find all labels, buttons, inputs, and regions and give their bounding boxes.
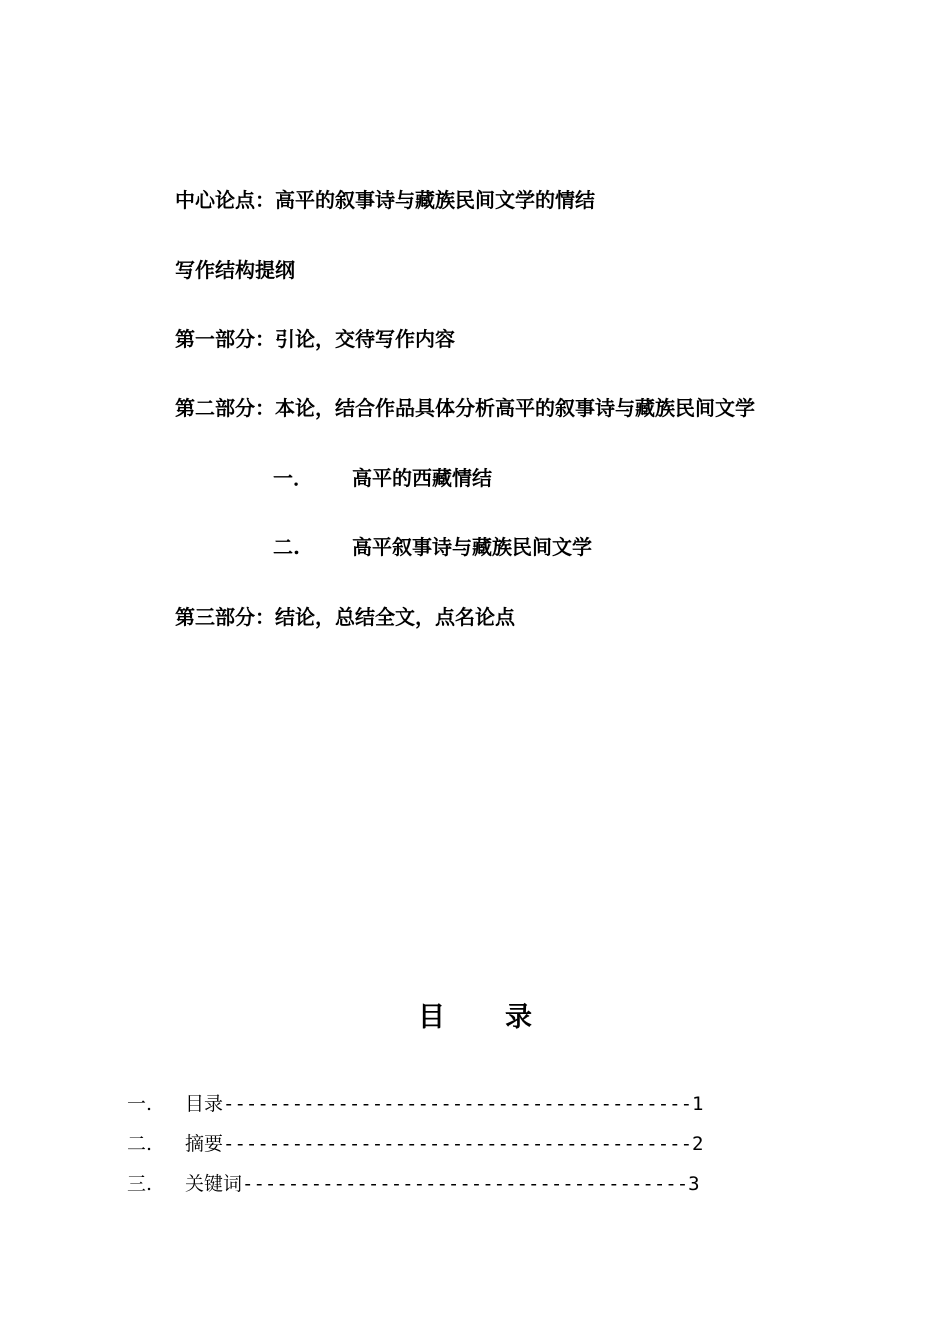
- toc-item-leader: ---------------------------------------: [242, 1173, 689, 1195]
- toc-item-page: 1: [692, 1093, 704, 1115]
- toc-item-label: 摘要: [185, 1133, 224, 1155]
- toc-item: [127, 1131, 703, 1157]
- sub-item-two-number: 二.: [273, 535, 300, 559]
- toc-item-number: 一.: [127, 1093, 153, 1115]
- toc-item-number: 三.: [127, 1173, 153, 1195]
- sub-item-two-text: 高平叙事诗与藏族民间文学: [352, 535, 592, 559]
- part-three-line: 第三部分：结论，总结全文，点名论点: [175, 605, 515, 629]
- toc-item-leader: -----------------------------------------: [223, 1093, 693, 1115]
- toc-item-label: 关键词: [185, 1173, 243, 1195]
- thesis-line: 中心论点：高平的叙事诗与藏族民间文学的情结: [175, 188, 595, 212]
- toc-item: [127, 1171, 700, 1197]
- sub-item-one-number: 一．: [273, 466, 313, 490]
- structure-heading: 写作结构提纲: [175, 258, 295, 282]
- toc-item: [127, 1091, 703, 1117]
- toc-title-left: 目: [418, 1002, 445, 1033]
- toc-title-right: 录: [505, 1002, 532, 1033]
- part-one-line: 第一部分：引论，交待写作内容: [175, 327, 455, 351]
- toc-item-label: 目录: [185, 1093, 224, 1115]
- toc-item-page: 3: [688, 1173, 700, 1195]
- toc-item-leader: -----------------------------------------: [223, 1133, 693, 1155]
- part-two-line: 第二部分：本论，结合作品具体分析高平的叙事诗与藏族民间文学: [175, 396, 755, 420]
- toc-title: [0, 1000, 950, 1036]
- sub-item-one-text: 高平的西藏情结: [352, 466, 492, 490]
- toc-item-page: 2: [692, 1133, 704, 1155]
- toc-item-number: 二.: [127, 1133, 153, 1155]
